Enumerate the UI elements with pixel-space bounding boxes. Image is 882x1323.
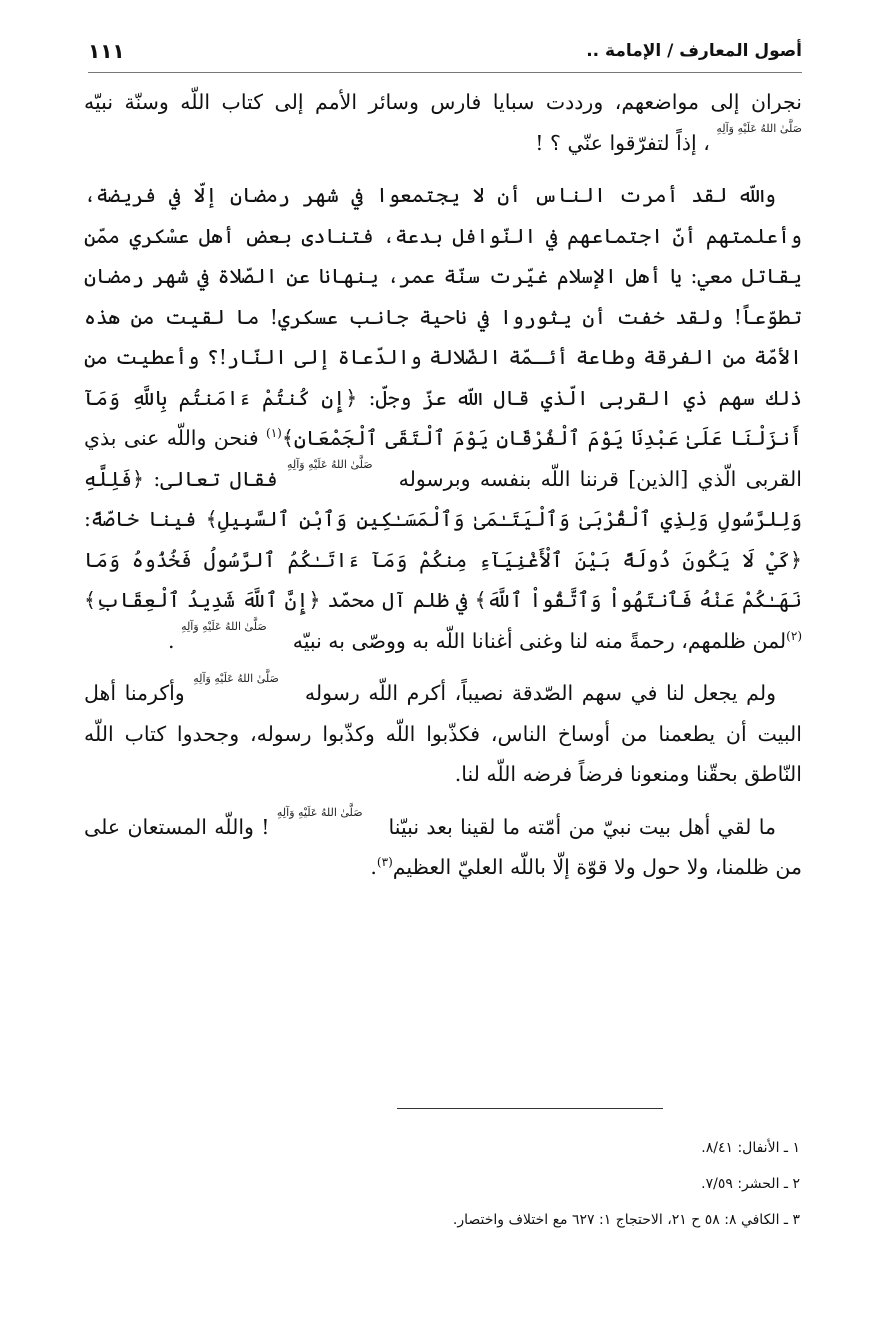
salawat-mark: صَلَّىٰ اللهُ عَلَيْهِ وَآلِهِ	[181, 619, 267, 633]
salawat-mark: صَلَّىٰ اللهُ عَلَيْهِ وَآلِهِ	[286, 457, 373, 471]
page-header	[88, 36, 802, 66]
footnote-ref: (١)	[266, 426, 282, 441]
salawat-mark: صَلَّىٰ اللهُ عَلَيْهِ وَآلِهِ	[193, 672, 279, 685]
text-run: .	[370, 855, 377, 879]
quran-verse: ﴿كَيْ لَا يَكُونَ دُولَةً بَيْنَ ٱلْأَغْنِيَآءِ مِنكُمْ وَمَآ ءَاتَـٰكُمُ ٱلرَّسُولُ فَخُذُوهُ وَمَا نَهَـٰكُمْ عَنْهُ فَٱنتَهُواْ وَٱتَّقُواْ ٱللَّهَ﴾	[84, 547, 803, 612]
footnote-rule	[397, 1108, 663, 1109]
quran-verse: ﴿فَلِلَّهِ وَلِلرَّسُولِ وَلِذِي ٱلْقُرْبَىٰ وَٱلْيَتَـٰمَىٰ وَٱلْمَسَـٰكِينِ وَٱبْنِ ٱلسَّبِيلِ﴾	[84, 466, 802, 531]
footnotes	[300, 1130, 800, 1238]
text-run: فنحن واللّه عنى بذي القربى الّذي [الذين] قرننا اللّه بنفسه وبرسوله	[84, 426, 802, 491]
paragraph	[84, 673, 802, 795]
text-run: واللّه لقد أمرت الناس أن لا يجتمعوا في شهر رمضان إلّا في فريضة، وأعلمتهم أنّ اجتماعهم في النّوافل بدعة، فتنادى بعض أهل عسْكري ممّن يقاتل معي: يا أهل الإسلام غيّرت سنّة عمر، ينهانا عن الصّلاة في شهر رمضان تطوّعاً! ولقد خفت أن يثوروا في ناحية جانب عسكري! ما لقيت من هذه الأمّة من الفرقة وطاعة أئـمّة الضّلالة والدّعاة إلى النّار!؟ وأعطيت من ذلك سهم ذي القربى الّذي قال اللّه عزّ وجلّ:	[84, 183, 802, 410]
text-run: ولم يجعل لنا في سهم الصّدقة نصيباً، أكرم اللّه رسوله	[304, 681, 776, 705]
text-run: وأكرمنا أهل البيت أن يطعمنا من أوساخ الناس، فكذّبوا اللّه وكذّبوا رسوله، وجحدوا كتاب اللّه النّاطق بحقّنا ومنعونا فرضاً فرضه اللّه لنا.	[84, 681, 802, 786]
text-run: في ظلم آل محمّد	[320, 588, 475, 612]
paragraph	[84, 82, 802, 163]
running-title: أصول المعارف / الإمامة ..	[586, 41, 802, 61]
footnote-ref: (٢)	[786, 628, 802, 643]
footnote: ١ ـ الأنفال: ٨/٤١.	[701, 1140, 800, 1156]
text-run: لمن ظلمهم، رحمةً منه لنا وغنى أغنانا اللّه به ووصّى به نبيّه	[292, 628, 787, 653]
header-rule	[88, 72, 802, 73]
body-text	[84, 82, 802, 900]
paragraph	[84, 807, 802, 888]
text-run: ! واللّه المستعان على من ظلمنا، ولا حول ولا قوّة إلّا باللّه العليّ العظيم	[84, 814, 802, 879]
text-run: فينا خاصّةً:	[84, 507, 206, 531]
text-run: نجران إلى مواضعهم، ورددت سبايا فارس وسائر الأمم إلى كتاب اللّه وسنّة نبيّه	[84, 90, 802, 114]
text-run: ما لقي أهل بيت نبيّ من أمّته ما لقينا بعد نبيّنا	[388, 814, 776, 839]
page-number: ١١١	[88, 39, 125, 63]
footnote: ٣ ـ الكافي ٨: ٥٨ ح ٢١، الاحتجاج ١: ٦٢٧ مع اختلاف واختصار.	[452, 1212, 800, 1228]
salawat-mark: صَلَّىٰ اللهُ عَلَيْهِ وَآلِهِ	[276, 805, 363, 819]
text-run: ، إذاً لتفرّقوا عنّي ؟ !	[535, 130, 717, 155]
quran-verse: ﴿إِنَّ ٱللَّهَ شَدِيدُ ٱلْعِقَابِ﴾	[84, 588, 321, 612]
footnote-ref: (٣)	[376, 855, 393, 870]
footnote: ٢ ـ الحشر: ٧/٥٩.	[701, 1176, 800, 1192]
text-run: فقال تعالى:	[144, 466, 287, 491]
text-run: .	[168, 628, 182, 653]
quran-verse: ﴿إِن كُنتُمْ ءَامَنتُم بِاللَّهِ وَمَآ أَنزَلْنَا عَلَىٰ عَبْدِنَا يَوْمَ ٱلْفُرْقَانِ يَوْمَ ٱلْتَقَى ٱلْجَمْعَانِ﴾	[84, 385, 803, 450]
salawat-mark: صَلَّىٰ اللهُ عَلَيْهِ وَآلِهِ	[716, 121, 802, 135]
paragraph	[84, 175, 802, 661]
